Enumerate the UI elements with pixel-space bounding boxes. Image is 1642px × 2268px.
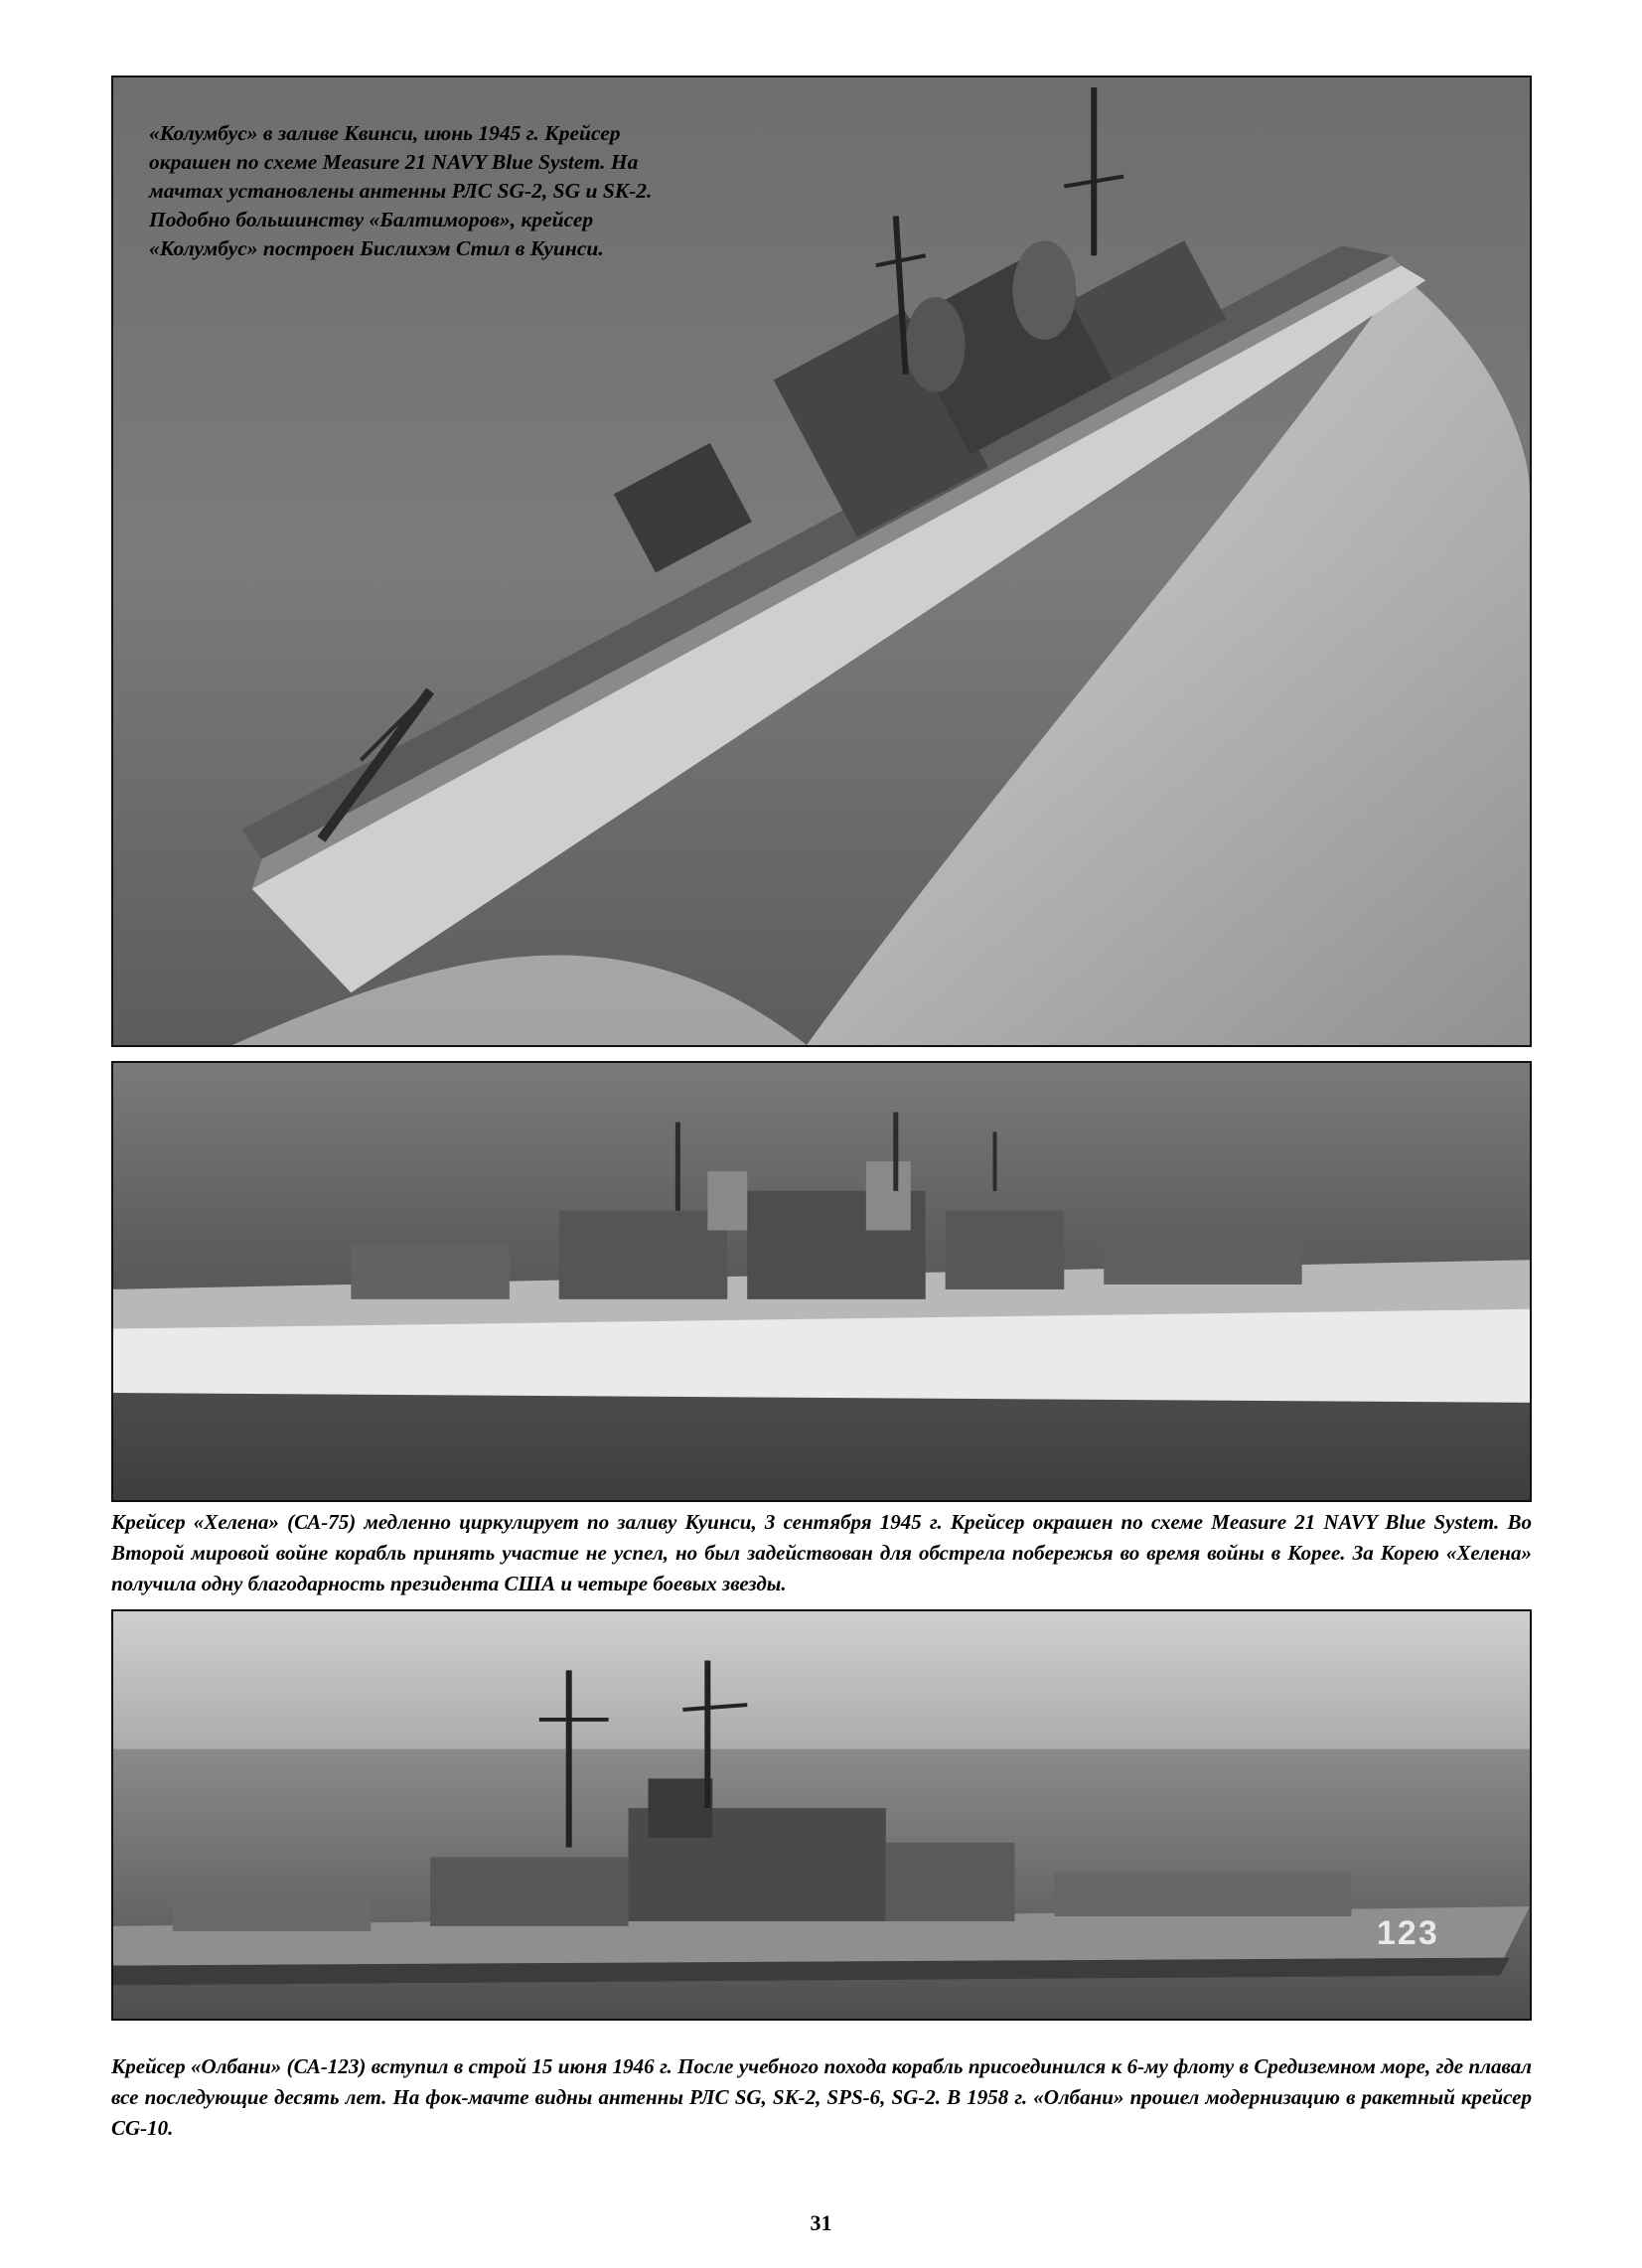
photo-columbus-caption: «Колумбус» в заливе Квинси, июнь 1945 г. Крейсер окрашен по схеме Measure 21 NAVY Blue System. На мачтах установлены антенны РЛС SG-2, SG и SK-2. Подобно большинству «Балтиморов», крейсер «Колумбус» построен Бислихэм Стил в Куинси. — [149, 121, 653, 260]
photo-helena-caption: Крейсер «Хелена» (СА-75) медленно циркулирует по заливу Куинси, 3 сентября 1945 г. Крейсер окрашен по схеме Measure 21 NAVY Blue System. Во Второй мировой войне корабль принять участие не успел, но был задействован для обстрела побережья во время войны в Корее. За Корею «Хелена» получила одну благодарность президента США и четыре боевых звезды. — [111, 1510, 1532, 1595]
photo-helena — [111, 1061, 1532, 1502]
photo-albany-caption: Крейсер «Олбани» (СА-123) вступил в строй 15 июня 1946 г. После учебного похода корабль присоединился к 6-му флоту в Средиземном море, где плавал все последующие десять лет. На фок-мачте видны антенны РЛС SG, SK-2, SPS-6, SG-2. В 1958 г. «Олбани» прошел модернизацию в ракетный крейсер CG-10. — [111, 2054, 1532, 2140]
hull-number: 123 — [1377, 1914, 1439, 1952]
photo-albany-image — [113, 1611, 1530, 2019]
photo-helena-image — [113, 1063, 1530, 1500]
photo-albany — [111, 1609, 1532, 2021]
page-number: 31 — [810, 2210, 832, 2235]
